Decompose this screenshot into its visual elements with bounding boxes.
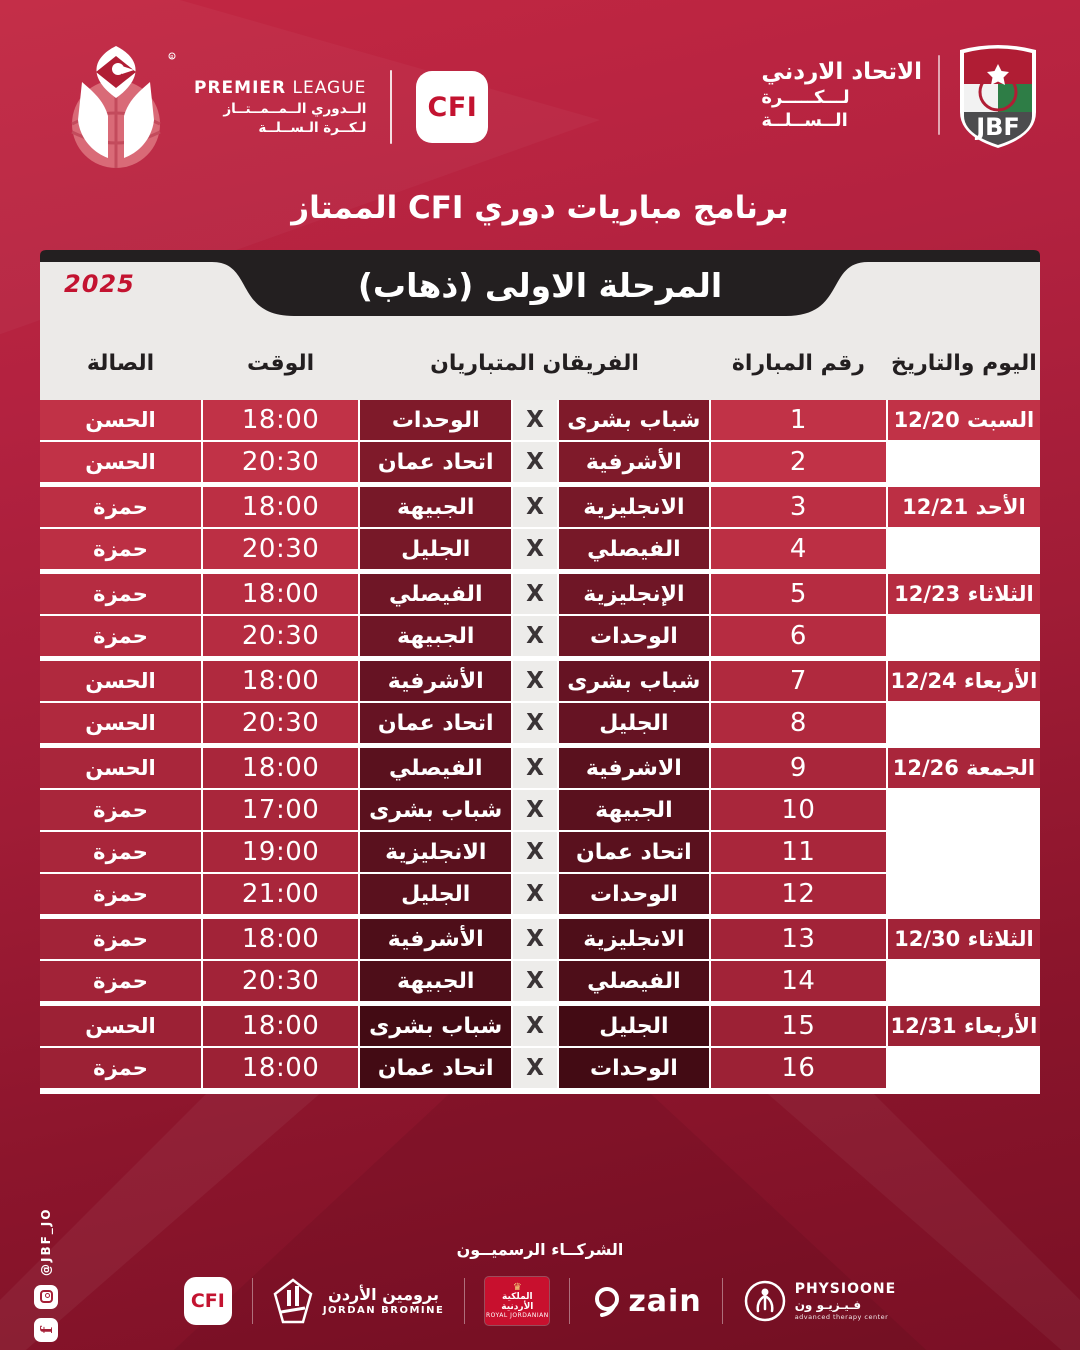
header-hall: الصالة (86, 350, 155, 376)
vs-cell: X (513, 574, 556, 614)
time-cell: 19:00 (203, 832, 358, 872)
hall-cell: الحسن (40, 1006, 201, 1046)
premier-league-logo-group (52, 42, 488, 172)
date-group (40, 661, 1040, 743)
divider (938, 55, 940, 135)
vs-cell: X (513, 442, 556, 482)
footer (0, 1240, 1080, 1325)
match-number-cell: 15 (711, 1006, 886, 1046)
team1-cell: الجليل (559, 1006, 709, 1046)
premier-label: PREMIER (194, 78, 287, 98)
hall-cell: الحسن (40, 703, 201, 743)
physioone-arabic: فـيـزيـو ون (794, 1298, 862, 1313)
match-number-cell: 12 (711, 874, 886, 914)
team1-cell: الوحدات (559, 874, 709, 914)
team2-cell: الأشرفية (360, 919, 511, 959)
stage-title: المرحلة الاولى (ذهاب) (357, 266, 723, 305)
time-cell: 20:30 (203, 529, 358, 569)
match-number-cell: 10 (711, 790, 886, 830)
date-cell: الثلاثاء 12/23 (888, 574, 1040, 614)
jbf-shield-logo (956, 40, 1040, 150)
date-group (40, 1006, 1040, 1088)
team2-cell: الجبيهة (360, 961, 511, 1001)
team1-cell: الانجليزية (559, 919, 709, 959)
team1-cell: الفيصلي (559, 529, 709, 569)
date-cell: الأربعاء 12/24 (888, 661, 1040, 701)
date-group (40, 487, 1040, 569)
bromine-english-label: JORDAN BROMINE (322, 1304, 445, 1316)
team2-cell: الجبيهة (360, 616, 511, 656)
match-number-cell: 8 (711, 703, 886, 743)
jordan-bromine-icon (273, 1278, 313, 1324)
team1-cell: الفيصلي (559, 961, 709, 1001)
hall-cell: الحسن (40, 442, 201, 482)
team1-cell: الإنجليزية (559, 574, 709, 614)
cfi-sponsor-label: CFI (190, 1290, 225, 1312)
match-number-cell: 13 (711, 919, 886, 959)
page-title: برنامج مباريات دوري CFI الممتاز (291, 190, 789, 226)
divider (722, 1278, 723, 1324)
vs-cell: X (513, 874, 556, 914)
divider (390, 70, 392, 144)
date-group (40, 574, 1040, 656)
team1-cell: الانجليزية (559, 487, 709, 527)
header (0, 0, 1080, 180)
hall-cell: حمزة (40, 961, 201, 1001)
hall-cell: حمزة (40, 790, 201, 830)
physioone-subtitle: advanced therapy center (794, 1313, 889, 1322)
match-number-cell: 1 (711, 400, 886, 440)
time-cell: 20:30 (203, 442, 358, 482)
schedule-table (40, 400, 1040, 1094)
time-cell: 18:00 (203, 748, 358, 788)
date-group (40, 748, 1040, 914)
vs-cell: X (513, 748, 556, 788)
date-cell: السبت 12/20 (888, 400, 1040, 440)
hall-cell: حمزة (40, 529, 201, 569)
date-cell: الجمعة 12/26 (888, 748, 1040, 788)
physioone-english: PHYSIOONE (794, 1280, 897, 1297)
time-cell: 17:00 (203, 790, 358, 830)
table-header-row (40, 340, 1040, 386)
date-cell: الأحد 12/21 (888, 487, 1040, 527)
header-teams: الفريقان المتباريان (430, 350, 639, 376)
team1-cell: الوحدات (559, 616, 709, 656)
royal-jordanian-arabic: الملكية الأردنية (501, 1292, 534, 1313)
federation-name (761, 59, 922, 131)
date-cell: الأربعاء 12/31 (888, 1006, 1040, 1046)
match-number-cell: 7 (711, 661, 886, 701)
team2-cell: الفيصلي (360, 748, 511, 788)
royal-jordanian-english: ROYAL JORDANIAN (485, 1312, 549, 1320)
svg-text:R: R (170, 55, 174, 61)
cfi-logo (416, 71, 488, 143)
cfi-sponsor-icon (184, 1277, 232, 1325)
time-cell: 18:00 (203, 574, 358, 614)
premier-league-wordmark (194, 78, 366, 136)
zain-swirl-icon (590, 1284, 624, 1318)
physioone-icon (743, 1279, 787, 1323)
time-cell: 18:00 (203, 1006, 358, 1046)
time-cell: 20:30 (203, 961, 358, 1001)
match-number-cell: 3 (711, 487, 886, 527)
facebook-icon: f (34, 1318, 58, 1342)
time-cell: 18:00 (203, 661, 358, 701)
header-time: الوقت (246, 350, 315, 376)
time-cell: 18:00 (203, 400, 358, 440)
vs-cell: X (513, 919, 556, 959)
svg-text:JBF: JBF (976, 113, 1020, 141)
divider (569, 1278, 570, 1324)
team1-cell: اتحاد عمان (559, 832, 709, 872)
instagram-icon (34, 1285, 58, 1309)
team2-cell: الأشرفية (360, 661, 511, 701)
hall-cell: الحسن (40, 400, 201, 440)
time-cell: 18:00 (203, 487, 358, 527)
team2-cell: اتحاد عمان (360, 703, 511, 743)
vs-cell: X (513, 1006, 556, 1046)
premier-league-arabic-line1: الــدوري الــمــمــتــاز (223, 101, 367, 117)
header-match-number: رقم المباراة (731, 350, 865, 376)
hall-cell: حمزة (40, 574, 201, 614)
match-number-cell: 14 (711, 961, 886, 1001)
team1-cell: الأشرفية (559, 442, 709, 482)
federation-line2: لـــكـــــرة (761, 87, 850, 108)
league-label: LEAGUE (286, 78, 367, 98)
vs-cell: X (513, 529, 556, 569)
date-cell: الثلاثاء 12/30 (888, 919, 1040, 959)
match-number-cell: 9 (711, 748, 886, 788)
team1-cell: الاشرفية (559, 748, 709, 788)
vs-cell: X (513, 703, 556, 743)
jbf-logo-group (761, 40, 1040, 150)
time-cell: 18:00 (203, 919, 358, 959)
sponsor-zain (590, 1284, 701, 1319)
vs-cell: X (513, 661, 556, 701)
match-number-cell: 16 (711, 1048, 886, 1088)
zain-wordmark: zain (628, 1283, 702, 1319)
team1-cell: شباب بشرى (559, 400, 709, 440)
match-number-cell: 4 (711, 529, 886, 569)
team2-cell: الفيصلي (360, 574, 511, 614)
hall-cell: حمزة (40, 874, 201, 914)
vs-cell: X (513, 487, 556, 527)
date-group (40, 919, 1040, 1001)
social-handle: @JBF_JO (39, 1207, 53, 1276)
hall-cell: حمزة (40, 487, 201, 527)
year-label: 2025 (64, 270, 135, 298)
federation-line3: الــســلــة (761, 110, 848, 131)
premier-league-logo (52, 42, 180, 172)
hall-cell: حمزة (40, 832, 201, 872)
hall-cell: الحسن (40, 661, 201, 701)
team2-cell: شباب بشرى (360, 790, 511, 830)
partners-title: الشركــاء الرسميــون (456, 1240, 624, 1259)
sponsor-physioone (743, 1279, 897, 1323)
match-number-cell: 11 (711, 832, 886, 872)
hall-cell: حمزة (40, 616, 201, 656)
crown-icon: ♛ (512, 1282, 522, 1294)
hall-cell: حمزة (40, 1048, 201, 1088)
social-sidebar (32, 1208, 60, 1342)
sponsor-cfi (184, 1277, 232, 1325)
date-group (40, 400, 1040, 482)
divider (464, 1278, 465, 1324)
cfi-label: CFI (427, 91, 478, 123)
divider (252, 1278, 253, 1324)
team2-cell: الوحدات (360, 400, 511, 440)
vs-cell: X (513, 400, 556, 440)
time-cell: 20:30 (203, 616, 358, 656)
team2-cell: الجليل (360, 529, 511, 569)
federation-line1: الاتحاد الاردني (761, 59, 922, 85)
bromine-arabic-label: برومين الأردن (328, 1284, 439, 1304)
premier-league-arabic-line2: لـكــرة الـســلــة (258, 120, 367, 136)
vs-cell: X (513, 832, 556, 872)
team1-cell: الوحدات (559, 1048, 709, 1088)
team2-cell: شباب بشرى (360, 1006, 511, 1046)
team2-cell: اتحاد عمان (360, 1048, 511, 1088)
vs-cell: X (513, 961, 556, 1001)
team2-cell: الانجليزية (360, 832, 511, 872)
match-number-cell: 2 (711, 442, 886, 482)
team2-cell: الجليل (360, 874, 511, 914)
team1-cell: شباب بشرى (559, 661, 709, 701)
sponsors-row (0, 1277, 1080, 1325)
time-cell: 21:00 (203, 874, 358, 914)
vs-cell: X (513, 790, 556, 830)
team1-cell: الجبيهة (559, 790, 709, 830)
schedule-card (40, 250, 1040, 1094)
time-cell: 20:30 (203, 703, 358, 743)
header-day-date: اليوم والتاريخ (890, 350, 1037, 376)
match-number-cell: 6 (711, 616, 886, 656)
match-number-cell: 5 (711, 574, 886, 614)
team1-cell: الجليل (559, 703, 709, 743)
sponsor-jordan-bromine (273, 1278, 445, 1324)
royal-jordanian-logo (485, 1277, 549, 1325)
hall-cell: حمزة (40, 919, 201, 959)
hall-cell: الحسن (40, 748, 201, 788)
team2-cell: الجبيهة (360, 487, 511, 527)
vs-cell: X (513, 616, 556, 656)
team2-cell: اتحاد عمان (360, 442, 511, 482)
time-cell: 18:00 (203, 1048, 358, 1088)
vs-cell: X (513, 1048, 556, 1088)
